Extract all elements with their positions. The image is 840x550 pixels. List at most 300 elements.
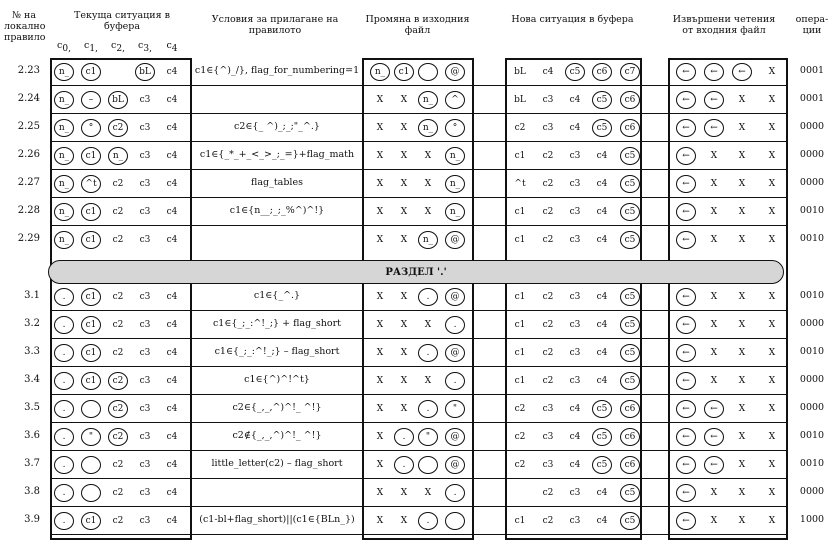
current-cell: n_ <box>54 175 74 193</box>
rule-number: 3.9 <box>24 514 40 525</box>
rule-number: 3.7 <box>24 458 40 469</box>
current-cell: ° <box>81 119 101 137</box>
condition-text: c1∈{_;_:^!_;} – flag_short <box>214 346 340 357</box>
new-cell: bL <box>514 67 526 77</box>
current-cell: . <box>54 512 74 530</box>
row-separator <box>50 422 788 423</box>
current-cell: . <box>54 344 74 362</box>
new-cell: c5 <box>620 512 640 530</box>
current-cell <box>81 484 101 502</box>
read-cell: X <box>738 404 746 414</box>
current-cell: c3 <box>139 235 151 245</box>
change-cell: X <box>376 488 384 498</box>
change-cell: n_ <box>418 91 438 109</box>
change-cell: . <box>445 372 465 390</box>
new-cell: c1 <box>514 320 526 330</box>
current-cell: n_ <box>54 91 74 109</box>
row-separator <box>50 169 788 170</box>
new-cell: c2 <box>514 460 526 470</box>
new-cell: c2 <box>542 179 554 189</box>
change-cell: X <box>400 376 408 386</box>
change-cell: X <box>424 207 432 217</box>
read-cell: X <box>768 235 776 245</box>
change-cell <box>418 63 438 81</box>
change-cell: . <box>418 512 438 530</box>
change-cell: X <box>376 292 384 302</box>
condition-text: c1∈{n__;_;_%^)^!} <box>229 205 325 216</box>
current-cell: c1 <box>81 288 101 306</box>
change-cell: X <box>400 179 408 189</box>
condition-text: little_letter(c2) – flag_short <box>211 458 343 469</box>
read-cell: X <box>738 516 746 526</box>
change-cell: X <box>400 404 408 414</box>
new-cell: c2 <box>514 432 526 442</box>
new-cell <box>510 484 530 502</box>
new-cell: c1 <box>514 151 526 161</box>
read-cell: X <box>738 348 746 358</box>
new-cell: c5 <box>620 316 640 334</box>
current-cell: c4 <box>166 348 178 358</box>
current-cell: c4 <box>166 123 178 133</box>
read-cell: X <box>710 488 718 498</box>
current-cell: c4 <box>166 179 178 189</box>
read-cell: X <box>768 207 776 217</box>
row-separator <box>50 534 788 535</box>
change-cell: X <box>400 292 408 302</box>
current-cell: c1 <box>81 203 101 221</box>
current-cell: c2 <box>112 320 124 330</box>
new-cell: ^t <box>514 179 526 189</box>
change-cell: X <box>400 488 408 498</box>
current-cell: c4 <box>166 207 178 217</box>
rule-number: 3.4 <box>24 374 40 385</box>
current-cell: c3 <box>139 123 151 133</box>
current-column-label <box>52 40 76 55</box>
read-cell: X <box>738 320 746 330</box>
current-cell: c1 <box>81 147 101 165</box>
rule-number: 2.23 <box>17 65 40 76</box>
new-cell: c5 <box>620 344 640 362</box>
read-cell: X <box>768 292 776 302</box>
current-cell: c1 <box>81 316 101 334</box>
condition-text: c2∈{_ ^)_;_;"_^.} <box>234 121 320 132</box>
read-cell: X <box>710 179 718 189</box>
current-cell: c2 <box>112 488 124 498</box>
read-cell: ← <box>676 484 696 502</box>
read-cell: ← <box>704 63 724 81</box>
condition-text: c1∈{^)^!^t} <box>244 374 310 385</box>
change-cell: X <box>400 95 408 105</box>
current-cell: n_ <box>54 63 74 81</box>
current-cell: c4 <box>166 404 178 414</box>
read-cell: ← <box>676 372 696 390</box>
new-cell: c5 <box>592 428 612 446</box>
read-cell: ← <box>676 203 696 221</box>
current-cell: c2 <box>108 400 128 418</box>
rule-number: 2.24 <box>17 93 40 104</box>
new-cell: c4 <box>569 404 581 414</box>
read-cell: X <box>738 151 746 161</box>
current-cell: c3 <box>139 488 151 498</box>
new-cell: c2 <box>542 235 554 245</box>
change-cell: n_ <box>445 175 465 193</box>
read-cell: ← <box>704 119 724 137</box>
change-cell: X <box>424 320 432 330</box>
read-cell: X <box>768 67 776 77</box>
row-separator <box>50 450 788 451</box>
section-label: РАЗДЕЛ '.' <box>385 266 447 278</box>
read-cell: ← <box>676 175 696 193</box>
new-cell: bL <box>514 95 526 105</box>
read-cell: ← <box>676 428 696 446</box>
change-cell: X <box>400 123 408 133</box>
change-cell: n_ <box>418 231 438 249</box>
new-cell: c6 <box>620 428 640 446</box>
row-separator <box>50 113 788 114</box>
change-cell: . <box>445 484 465 502</box>
col-letter: c <box>166 40 172 51</box>
new-cell: c6 <box>620 119 640 137</box>
change-cell: . <box>445 316 465 334</box>
operation-code: 0000 <box>799 149 825 160</box>
new-cell: c2 <box>514 123 526 133</box>
current-cell: . <box>54 400 74 418</box>
current-cell: c1 <box>81 344 101 362</box>
current-cell: . <box>54 316 74 334</box>
read-cell: X <box>710 151 718 161</box>
current-cell: c1 <box>81 372 101 390</box>
col-subscript: 3, <box>143 43 152 54</box>
change-cell: X <box>376 179 384 189</box>
current-cell: bL <box>108 91 128 109</box>
header-ops: опера-ции <box>795 14 829 36</box>
new-cell: c5 <box>620 203 640 221</box>
read-cell: X <box>738 123 746 133</box>
current-cell: c2 <box>108 119 128 137</box>
header-rule-no: № на локално правило <box>4 10 46 43</box>
read-cell: X <box>768 488 776 498</box>
new-cell: c5 <box>565 63 585 81</box>
rule-number: 3.6 <box>24 430 40 441</box>
new-cell: c6 <box>620 91 640 109</box>
current-cell: n_ <box>54 231 74 249</box>
new-cell: c5 <box>620 231 640 249</box>
current-cell: c1 <box>81 63 101 81</box>
condition-text: c1∈{_*_+_<_>_;_=}+flag_math <box>199 149 355 160</box>
new-cell: c4 <box>596 207 608 217</box>
read-cell: ← <box>676 400 696 418</box>
read-cell: X <box>710 235 718 245</box>
new-cell: c4 <box>596 179 608 189</box>
current-cell: c3 <box>139 179 151 189</box>
new-cell: c6 <box>620 400 640 418</box>
read-cell: X <box>768 460 776 470</box>
change-cell: . <box>394 428 414 446</box>
current-cell: c3 <box>139 151 151 161</box>
current-cell: c1 <box>81 231 101 249</box>
change-cell: n_ <box>418 119 438 137</box>
read-cell: X <box>738 207 746 217</box>
new-cell: c2 <box>542 376 554 386</box>
current-cell: . <box>54 288 74 306</box>
change-cell: X <box>400 235 408 245</box>
change-cell: . <box>394 456 414 474</box>
read-cell: ← <box>676 147 696 165</box>
new-cell: c3 <box>569 516 581 526</box>
read-cell: X <box>738 488 746 498</box>
current-cell: c2 <box>112 348 124 358</box>
current-cell: c3 <box>139 320 151 330</box>
col-letter: c <box>57 40 63 51</box>
read-cell: X <box>710 516 718 526</box>
read-cell: X <box>710 292 718 302</box>
operation-code: 0010 <box>799 233 825 244</box>
current-cell: c2 <box>112 207 124 217</box>
change-cell: X <box>424 376 432 386</box>
new-cell: c4 <box>542 67 554 77</box>
rule-number: 3.5 <box>24 402 40 413</box>
current-cell: n_ <box>54 147 74 165</box>
col-letter: c <box>111 40 117 51</box>
change-cell: " <box>445 400 465 418</box>
operation-code: 0010 <box>799 290 825 301</box>
change-cell <box>445 512 465 530</box>
change-cell: n_ <box>445 147 465 165</box>
new-cell: c1 <box>514 376 526 386</box>
change-cell: n_ <box>445 203 465 221</box>
new-cell: c3 <box>569 292 581 302</box>
read-cell: X <box>738 432 746 442</box>
current-cell: c2 <box>108 372 128 390</box>
new-cell: c4 <box>596 235 608 245</box>
condition-text: c1∈{^)_/}, flag_for_numbering=1 <box>194 65 360 76</box>
new-cell: c4 <box>596 292 608 302</box>
new-cell: c3 <box>542 404 554 414</box>
current-cell: c3 <box>139 460 151 470</box>
change-cell: @ <box>445 288 465 306</box>
change-cell: n_ <box>370 63 390 81</box>
row-separator <box>50 85 788 86</box>
current-cell: c4 <box>166 320 178 330</box>
row-separator <box>50 141 788 142</box>
change-cell: @ <box>445 428 465 446</box>
condition-text: c1∈{_^.} <box>253 290 301 301</box>
current-cell: c4 <box>166 516 178 526</box>
read-cell: X <box>768 320 776 330</box>
new-cell: c4 <box>596 376 608 386</box>
change-cell: c1 <box>394 63 414 81</box>
new-cell: c1 <box>514 292 526 302</box>
new-cell: c3 <box>569 348 581 358</box>
change-cell: @ <box>445 456 465 474</box>
new-cell: c3 <box>542 432 554 442</box>
current-cell: . <box>54 372 74 390</box>
read-cell: X <box>738 95 746 105</box>
change-cell: X <box>400 151 408 161</box>
row-separator <box>50 197 788 198</box>
row-separator <box>50 338 788 339</box>
change-cell: . <box>418 400 438 418</box>
change-cell: X <box>376 235 384 245</box>
operation-code: 0000 <box>799 177 825 188</box>
current-cell: c4 <box>166 67 178 77</box>
new-cell: c2 <box>542 207 554 217</box>
change-cell: @ <box>445 63 465 81</box>
rule-number: 2.26 <box>17 149 40 160</box>
operation-code: 0000 <box>799 402 825 413</box>
current-cell <box>81 400 101 418</box>
read-cell: X <box>768 123 776 133</box>
new-cell: c3 <box>542 95 554 105</box>
new-cell: c4 <box>569 95 581 105</box>
current-cell: . <box>54 428 74 446</box>
new-cell: c3 <box>569 488 581 498</box>
read-cell: X <box>768 95 776 105</box>
col-subscript: 2, <box>116 43 125 54</box>
change-cell: X <box>400 207 408 217</box>
col-subscript: 0, <box>62 43 71 54</box>
read-cell: X <box>738 235 746 245</box>
header-current: Текуща ситуация в буфера <box>74 10 170 32</box>
operation-code: 0000 <box>799 374 825 385</box>
row-separator <box>50 366 788 367</box>
operation-code: 0010 <box>799 205 825 216</box>
new-cell: c2 <box>542 348 554 358</box>
current-cell: ^t <box>81 175 101 193</box>
col-subscript: 1, <box>89 43 98 54</box>
new-cell: c1 <box>514 235 526 245</box>
change-cell: X <box>376 207 384 217</box>
rule-number: 2.25 <box>17 121 40 132</box>
section-divider <box>48 260 784 284</box>
current-cell <box>108 63 128 81</box>
rule-number: 3.1 <box>24 290 40 301</box>
current-cell <box>81 456 101 474</box>
new-cell: c3 <box>569 376 581 386</box>
new-cell: c2 <box>542 292 554 302</box>
col-letter: c <box>84 40 90 51</box>
rule-number: 3.8 <box>24 486 40 497</box>
current-cell: c4 <box>166 235 178 245</box>
current-cell: . <box>54 484 74 502</box>
current-cell: c2 <box>112 235 124 245</box>
current-cell: c3 <box>139 516 151 526</box>
current-cell: c4 <box>166 460 178 470</box>
new-cell: c1 <box>514 516 526 526</box>
change-cell: ^ <box>445 91 465 109</box>
read-cell: ← <box>732 63 752 81</box>
new-cell: c5 <box>620 484 640 502</box>
new-cell: c2 <box>542 488 554 498</box>
operation-code: 0001 <box>799 93 825 104</box>
read-cell: ← <box>676 91 696 109</box>
current-cell: . <box>54 456 74 474</box>
read-cell: X <box>768 516 776 526</box>
current-cell: c3 <box>139 95 151 105</box>
new-cell: c5 <box>592 119 612 137</box>
new-cell: c1 <box>514 348 526 358</box>
change-cell: X <box>400 320 408 330</box>
change-cell: X <box>376 460 384 470</box>
header-change: Промяна в изходния файл <box>365 14 470 36</box>
read-cell: X <box>710 376 718 386</box>
condition-text: c1∈{_;_:^!_;} + flag_short <box>212 318 342 329</box>
operation-code: 1000 <box>799 514 825 525</box>
new-cell: c5 <box>592 91 612 109</box>
new-cell: c5 <box>620 147 640 165</box>
change-cell: X <box>376 348 384 358</box>
change-cell: X <box>424 151 432 161</box>
read-cell: X <box>768 179 776 189</box>
new-cell: c1 <box>514 207 526 217</box>
read-cell: ← <box>676 316 696 334</box>
read-cell: X <box>768 348 776 358</box>
condition-text: c2∈{_,_,^)^!_ ^!} <box>232 402 322 413</box>
read-cell: X <box>710 348 718 358</box>
new-cell: c4 <box>596 348 608 358</box>
change-cell: X <box>376 123 384 133</box>
read-cell: X <box>768 404 776 414</box>
change-cell: @ <box>445 344 465 362</box>
operation-code: 0000 <box>799 121 825 132</box>
read-cell: ← <box>676 63 696 81</box>
current-cell: n_ <box>54 203 74 221</box>
change-cell: X <box>424 179 432 189</box>
new-cell: c3 <box>569 320 581 330</box>
current-column-label <box>106 40 130 55</box>
new-cell: c3 <box>569 151 581 161</box>
new-cell: c5 <box>620 288 640 306</box>
new-cell: c4 <box>569 123 581 133</box>
rule-number: 3.2 <box>24 318 40 329</box>
current-cell: c4 <box>166 376 178 386</box>
read-cell: X <box>738 460 746 470</box>
header-reads: Извършени четения от входния файл <box>672 14 776 36</box>
current-cell: c3 <box>139 292 151 302</box>
current-cell: – <box>81 91 101 109</box>
new-cell: c7 <box>620 63 640 81</box>
read-cell: X <box>768 376 776 386</box>
current-cell: c2 <box>112 292 124 302</box>
current-cell: c3 <box>139 348 151 358</box>
col-letter: c <box>138 40 144 51</box>
current-cell: c2 <box>112 516 124 526</box>
current-cell: c1 <box>81 512 101 530</box>
new-cell: c2 <box>542 320 554 330</box>
read-cell: ← <box>676 119 696 137</box>
row-separator <box>50 478 788 479</box>
new-cell: c3 <box>569 235 581 245</box>
new-cell: c3 <box>569 179 581 189</box>
change-cell: . <box>418 288 438 306</box>
new-cell: c4 <box>569 432 581 442</box>
new-cell: c5 <box>592 400 612 418</box>
read-cell: X <box>738 376 746 386</box>
new-cell: c3 <box>569 207 581 217</box>
row-separator <box>50 225 788 226</box>
current-cell: c4 <box>166 488 178 498</box>
new-cell: c3 <box>542 123 554 133</box>
rule-number: 2.27 <box>17 177 40 188</box>
current-cell: bL <box>135 63 155 81</box>
current-cell: c3 <box>139 432 151 442</box>
change-cell: X <box>376 95 384 105</box>
new-cell: c2 <box>542 151 554 161</box>
read-cell: ← <box>676 344 696 362</box>
current-column-label <box>160 40 184 55</box>
read-cell: X <box>710 207 718 217</box>
current-cell: n_ <box>108 147 128 165</box>
